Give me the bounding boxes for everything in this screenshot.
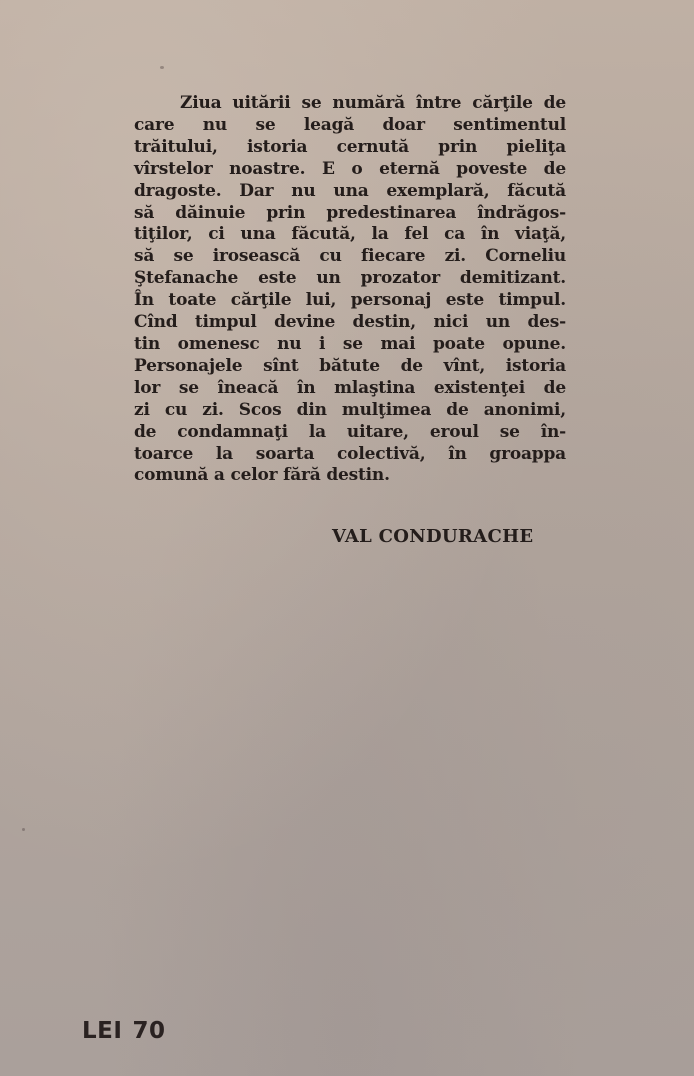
blurb-line: În toate cărţile lui, personaj este timpul. — [134, 290, 566, 311]
blurb-line: lor se îneacă în mlaştina existenţei de — [134, 377, 566, 398]
price-label — [82, 1018, 165, 1044]
blurb-line: de condamnaţi la uitare, eroul se în- — [134, 421, 566, 442]
price-amount: 70 — [132, 1018, 166, 1044]
blurb-line: dragoste. Dar nu una exemplară, făcută — [134, 180, 566, 201]
blurb-line: Cînd timpul devine destin, nici un des- — [134, 312, 566, 333]
blurb-line: să se irosească cu fiecare zi. Corneliu — [134, 246, 566, 267]
blurb-line: zi cu zi. Scos din mulţimea de anonimi, — [134, 399, 566, 420]
blurb-line: care nu se leagă doar sentimentul — [134, 114, 566, 135]
blurb-line: vîrstelor noastre. E o eternă poveste de — [134, 158, 566, 179]
blurb-line: comună a celor fără destin. — [134, 465, 390, 486]
blurb-line: toarce la soarta colectivă, în groappa — [134, 443, 566, 464]
blurb-line: tin omenesc nu i se mai poate opune. — [134, 333, 566, 354]
print-speck — [160, 66, 164, 69]
blurb-text — [134, 93, 566, 487]
blurb-line: să dăinuie prin predestinarea îndrăgos- — [134, 202, 566, 223]
author-signature: VAL CONDURACHE — [332, 526, 534, 547]
price-currency: LEI — [82, 1018, 123, 1044]
blurb-line: Ştefanache este un prozator demitizant. — [134, 268, 566, 289]
blurb-line: trăitului, istoria cernută prin pieliţa — [134, 136, 566, 157]
print-speck — [22, 828, 25, 831]
blurb-line: Ziua uitării se numără între cărţile de — [180, 93, 566, 113]
blurb-line: Personajele sînt bătute de vînt, istoria — [134, 355, 566, 376]
blurb-line: tiţilor, ci una făcută, la fel ca în viaţă, — [134, 224, 566, 245]
